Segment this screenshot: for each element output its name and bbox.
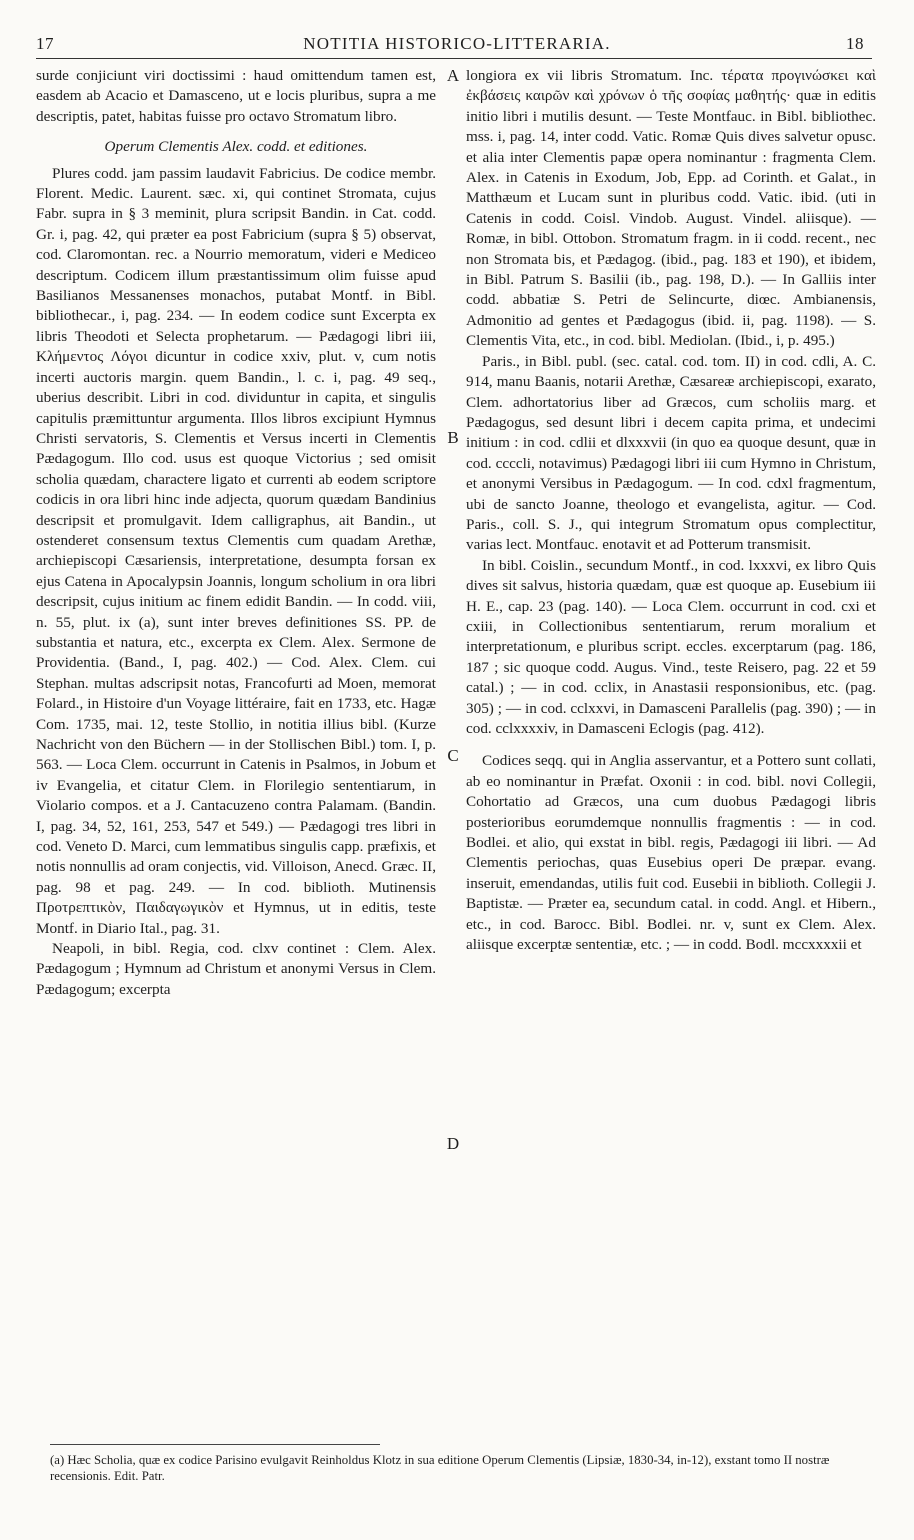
paragraph: Neapoli, in bibl. Regia, cod. clxv continet : Clem. Alex. Pædagogum ; Hymnum ad Christum et anonymi Versus in Clem. Pædagogum; excerpta	[36, 940, 436, 998]
margin-marker: C	[447, 746, 459, 765]
paragraph: Codices seqq. qui in Anglia asservantur, et a Pottero sunt collati, ab eo nominantur in Præfat. Oxonii : in cod. bibl. novi Collegii, Cohortatio ad Græcos, una cum duobus Pædagogi libris posterioribus eorumdemque nonnullis fragmentis : — in cod. Bodlei. et alio, qui exstat in bibl. regis, Pædagogi iii libri. — Ad Clementis periochas, quas Eusebius operi De præpar. evang. inseruit, emendandas, utilis fuit cod. Eusebii in biblioth. Collegii J. Baptistæ. — Præter ea, secundum catal. in codd. Angl. et Hibern., etc., in cod. Barocc. Bibl. Bodlei. nr. v, sunt ex Clem. Alex. aliisque excerptæ sententiæ, etc. ; — in codd. Bodl. mccxxxxii et	[466, 752, 876, 954]
section-heading: Operum Clementis Alex. codd. et editiones.	[104, 138, 368, 156]
page-number-left: 17	[36, 34, 54, 53]
paragraph: longiora ex vii libris Stromatum. Inc. τέρατα προγινώσκει καὶ ἐκβάσεις καιρῶν καὶ χρόνων ὁ τῆς σοφίας μαθητής· quæ in editis initio libri i mutilis desunt. — Teste Montfauc. in Bibl. bibliothec. mss. i, pag. 14, inter codd. Vatic. Romæ Quis dives salvetur opusc. et alia inter Clementis papæ opera nominantur : fragmenta Clem. Alex. in Catenis in Exodum, Job, Epp. ad Corinth. et Galat., in Matthæum et Lucam sunt in pluribus codd. Vatic. ibid. (uti in Catenis in codd. Coisl. Vindob. August. Vindel. aliisque). — Romæ, in bibl. Ottobon. Stromatum fragm. in ii codd. recent., nec non Stromata bis, et Pædagog. (ibid., pag. 183 et 190), et ibidem, in Bibl. Patrum S. Basilii (ib., pag. 198, D.). — In Galliis inter codd. abbatiæ S. Petri de Selincurte, diœc. Ambianensis, Admonitio ad gentes et Pædagogus (ibid. ii, pag. 1198). — S. Clementis Vita, etc., in cod. bibl. Mediolan. (Ibid., i, p. 495.)	[466, 67, 876, 350]
paragraph: Plures codd. jam passim laudavit Fabricius. De codice membr. Florent. Medic. Laurent. sæc. xi, qui continet Stromata, cujus Fabr. supra in § 3 meminit, plura scripsit Bandin. in Cat. codd. Gr. i, pag. 42, qui præter ea post Fabricium (supra § 5) observat, cod. Claromontan. rec. a Nourrio memoratum, videri e Mediceo descriptum. Codicem illum præstantissimum olim fuisse apud Basilianos Messanenses monachos, putabat Montf. in Bibl. bibliothecar., i, pag. 234. — In eodem codice sunt Excerpta ex libris Theodoti et Selecta prophetarum. — Pædagogi libri iii, Κλήμεντος Λόγοι dicuntur in codice xxiv, plut. v, cum notis incerti auctoris margin. quem Bandin., l. c. i, pag. 49 seq., uberius describit. Libri in cod. dividuntur in capita, et singulis capitulis præmittuntur argumenta. Illos libros excipiunt Hymnus Christi servatoris, S. Clementis et Versus incerti in Clementis Pædagogum. Illo cod. usus est quoque Victorius ; sed omisit scholia quædam, charactere ligato et currenti ab eodem scriptore codicis in ora libri hinc inde adjecta, quorum quædam Bandinius descripsit et promulgavit. Idem calligraphus, ait Bandin., ut ostenderet consensum textus Clementis cum quadam Arethæ, archiepiscopi Cæsariensis, interpretatione, desumpta forsan ex ejus Catena in Apocalypsin Joannis, longum scholium in ora libri descripsit, cujus initium ac finem edidit Bandin. — In codd. viii, n. 55, plut. ix (a), sunt inter breves definitiones SS. PP. de substantia et natura, etc., excerpta ex Clem. Alex. Sermone de Providentia. (Band., I, pag. 402.) — Cod. Alex. Clem. cui Stephan. multas adscripsit notas, Francofurti ad Moen, memorat Folard., in Histoire d'un Voyage littéraire, fait en 1733, etc. Hagæ Com. 1735, mai. 12, teste Stollio, in notitia illius bibl. (Kurze Nachricht von den Büchern — in der Stollischen Bibl.) tom. I, p. 563. — Loca Clem. occurrunt in Catenis in Psalmos, in Jobum et iv Evangelia, et citatur Clem. in Florilegio sententiarum, in Violario compos. et a J. Cantacuzeno contra Palamam. (Bandin. I, pag. 34, 52, 161, 253, 547 et 549.) — Pædagogi tres libri in cod. Veneto D. Marci, cum lemmatibus singulis capp. præfixis, et notis nonnullis ad oram conjectis, vid. Villoison, Anecd. Græc. II, pag. 98 et pag. 249. — In cod. biblioth. Mutinensis Προτρεπτικὸν, Παιδαγωγικὸν et Hymnus, ut in editis, teste Montf. in Diario Ital., pag. 31.	[36, 164, 436, 937]
margin-marker: B	[447, 428, 459, 447]
margin-marker: A	[446, 66, 460, 85]
footnote: (a) Hæc Scholia, quæ ex codice Parisino evulgavit Reinholdus Klotz in sua editione Operum Clementis (Lipsiæ, 1830-34, in-12), exstant tomo II nostræ recensionis. Edit. Patr.	[50, 1453, 830, 1483]
paragraph: surde conjiciunt viri doctissimi : haud omittendum tamen est, easdem ab Acacio et Damasceno, ut e locis pluribus, supra a me descriptis, patet, habitas fuisse pro octavo Stromatum libro.	[36, 67, 436, 125]
right-column	[466, 66, 876, 955]
left-column	[36, 66, 436, 1000]
paragraph: In bibl. Coislin., secundum Montf., in cod. lxxxvi, ex libro Quis dives sit salvus, historia quædam, quæ est quoque ap. Eusebium iii H. E., cap. 23 (pag. 140). — Loca Clem. occurrunt in cod. cxi et cxiii, in Collectionibus sententiarum, rerum moralium et interpretationum, e pluribus script. eccles. excerptarum (pag. 186, 187 ; sic quoque codd. Augus. Vind., teste Reisero, pag. 22 et 59 catal.) ; — in cod. cclix, in Anastasii responsionibus, etc. (pag. 305) ; — in cod. cclxxvi, in Damasceni Parallelis (pag. 390) ; — in cod. cclxxxxiv, in Damasceni Eclogis (pag. 412).	[466, 556, 876, 737]
page-number-right: 18	[846, 34, 864, 53]
header-rule	[36, 58, 872, 59]
margin-marker: D	[446, 1134, 460, 1153]
footnote-rule	[50, 1444, 380, 1445]
paragraph: Paris., in Bibl. publ. (sec. catal. cod. tom. II) in cod. cdli, A. C. 914, manu Baanis, notarii Arethæ, Cæsareæ archiepiscopi, exarato, Clem. adhortatorius liber ad Græcos, cum scholiis marg. et Pædagogus, sed desunt libri i decem capita prima, et undecimi initium : in cod. cdlii et dlxxxvii (in quo ea quoque desunt, quæ in cod. ccccli, notavimus) Pædagogi libri iii cum Hymno in Christum, et anonymi Versibus in Pædagogum. — In cod. cdxl fragmentum, ubi de sancto Joanne, theologo et evangelista, agitur. — Cod. Paris., coll. S. J., qui integrum Stromatum opus complectitur, varias lect. Montfauc. enotavit et ad Potterum transmisit.	[466, 352, 876, 554]
running-title: NOTITIA HISTORICO-LITTERARIA.	[303, 34, 611, 53]
